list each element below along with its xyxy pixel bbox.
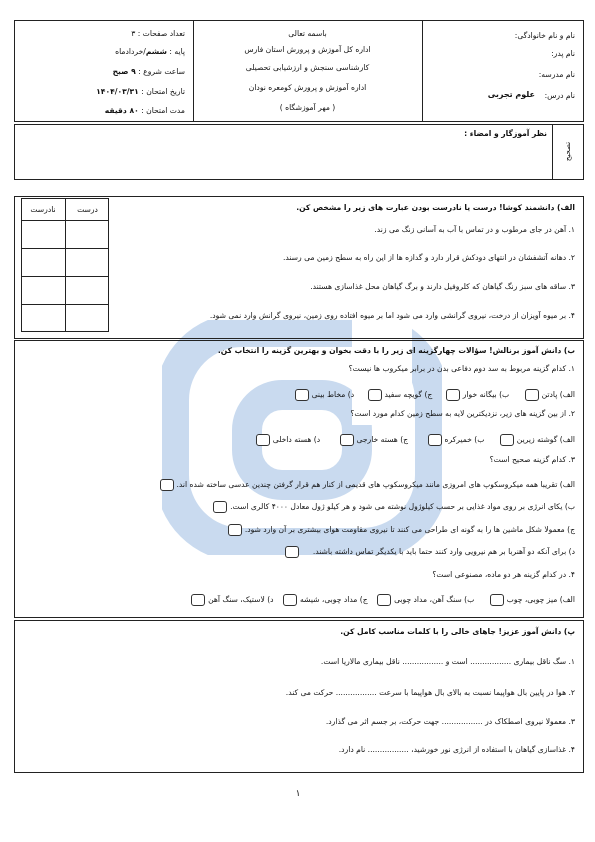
- fill-item-3: ۳. معمولا نیروی اصطکاک در ................. جهت حرکت، بر جسم اثر می گذارد.: [325, 717, 575, 726]
- tf-item-3: ۳. ساقه های سبز رنگ گیاهان که کلروفیل دارند و برگ گیاهان محل غذاسازی هستند.: [310, 282, 575, 291]
- exam-duration: [105, 107, 185, 115]
- duration-label: مدت امتحان :: [141, 106, 185, 115]
- mc-question-1: ۱. کدام گزینه مربوط به سد دوم دفاعی بدن در برابر میکروب ها نیست؟: [348, 364, 575, 373]
- mc-q1-option-a[interactable]: الف) پادتن: [522, 389, 575, 401]
- start-time: [113, 68, 185, 76]
- fill-item-2: ۲. هوا در پایین بال هواپیما نسبت به بالای بال هواپیما با سرعت ................. حرکت می کند.: [285, 688, 575, 697]
- mc-q2-option-d[interactable]: د) هسته داخلی: [253, 434, 320, 446]
- mc-q1-options: [284, 389, 575, 401]
- exam-date-value: ۱۴۰۴/۰۳/۳۱: [96, 87, 139, 96]
- section-a-title: الف) دانشمند کوشا! درست یا نادرست بودن عبارت های زیر را مشخص کن.: [296, 203, 575, 212]
- mc-q4-option-a[interactable]: الف) میز چوبی، چوب: [487, 594, 575, 606]
- page-number: ۱: [295, 789, 301, 799]
- mc-question-2: ۲. از بین گزینه های زیر، نزدیکترین لایه به سطح زمین کدام مورد است؟: [350, 409, 575, 418]
- column-false: نادرست: [30, 205, 56, 214]
- school-name-label: نام مدرسه:: [538, 70, 575, 79]
- fill-item-1: ۱. سگ ناقل بیماری ................. است و ................. ناقل بیماری مالاریا است.: [320, 657, 575, 666]
- grade-value: ششم: [145, 47, 167, 56]
- exam-date: [96, 88, 185, 96]
- column-true: درست: [77, 205, 98, 214]
- start-time-label: ساعت شروع :: [138, 67, 185, 76]
- mc-q3-option-d[interactable]: د) برای آنکه دو آهنربا بر هم نیرویی وارد کنند حتما باید با یکدیگر تماس داشته باشند.: [282, 546, 575, 558]
- student-name-label: نام و نام خانوادگی:: [514, 31, 575, 40]
- mc-q2-option-a[interactable]: الف) گوشته زیرین: [497, 434, 575, 446]
- section-b-title: ب) دانش آموز برنالش! سؤالات چهارگزینه ای زیر را با دقت بخوان و بهترین گزینه را انتخاب کن.: [217, 346, 575, 355]
- mc-q2-options: [239, 434, 575, 446]
- mc-question-4: ۴. در کدام گزینه هر دو ماده، مصنوعی است؟: [432, 570, 575, 579]
- mc-q4-option-c[interactable]: ج) مداد چوبی، شیشه: [280, 594, 368, 606]
- subject-label: نام درس:: [544, 91, 575, 100]
- grade-label: پایه :: [169, 47, 185, 56]
- tf-item-1: ۱. آهن در جای مرطوب و در تماس با آب به آسانی زنگ می زند.: [374, 225, 575, 234]
- duration-value: ۸۰ دقیقه: [104, 106, 139, 115]
- mc-q3-option-c[interactable]: ج) معمولا شکل ماشین ها را به گونه ای طراحی می کنند تا نیروی مقاومت هوای بیشتری بر آن وارد شود.: [225, 524, 575, 536]
- exam-date-label: تاریخ امتحان :: [141, 87, 185, 96]
- teacher-comment-label: نظر آموزگار و امضاء :: [464, 129, 547, 138]
- pages-label: تعداد صفحات :: [137, 29, 185, 38]
- tf-item-4: ۴. بر میوه آویزان از درخت، نیروی گرانشی وارد می شود اما بر میوه افتاده روی زمین، نیروی گرانش وارد نمی شود.: [209, 311, 575, 320]
- mc-q1-option-d[interactable]: د) مخاط بینی: [292, 389, 355, 401]
- assessment-office: کارشناسی سنجش و ارزشیابی تحصیلی: [245, 63, 370, 72]
- mc-q4-option-b[interactable]: ب) سنگ آهن، مداد چوبی: [374, 594, 474, 606]
- section-c-title: پ) دانش آموز عزیز! جاهای خالی را با کلمات مناسب کامل کن.: [340, 627, 575, 636]
- mc-q2-option-b[interactable]: ب) خمیرکره: [425, 434, 485, 446]
- pages-count: [131, 30, 185, 38]
- mc-question-3: ۳. کدام گزینه صحیح است؟: [489, 455, 575, 464]
- mc-q3-option-a[interactable]: الف) تقریبا همه میکروسکوپ های امروزی مانند میکروسکوپ های قدیمی از کنار هم قرار گرفتن چندین عدسی ساخته شده اند.: [157, 479, 576, 491]
- mc-q1-option-c[interactable]: ج) گویچه سفید: [365, 389, 433, 401]
- father-name-label: نام پدر:: [551, 49, 575, 58]
- pages-value: ۳: [131, 29, 136, 38]
- mc-q2-option-c[interactable]: ج) هسته خارجی: [337, 434, 409, 446]
- tf-item-2: ۲. دهانه آتشفشان در انتهای دودکش قرار دارد و گدازه ها از این راه به سطح زمین می رسند.: [282, 253, 575, 262]
- province-office: اداره کل آموزش و پرورش استان فارس: [244, 45, 371, 54]
- city-office: اداره آموزش و پرورش کومعره نودان: [248, 83, 367, 92]
- mc-q4-options: [184, 594, 575, 606]
- mc-q1-option-b[interactable]: ب) بیگانه خوار: [443, 389, 509, 401]
- start-time-value: ۹ صبح: [112, 67, 136, 76]
- month-value: /خردادماه: [115, 47, 146, 56]
- grade-info: [115, 48, 185, 56]
- mc-q3-option-b[interactable]: ب) یکای انرژی بر روی مواد غذایی بر حسب کیلوژول نوشته می شود و هر کیلو ژول معادل ۴۰۰۰ کالری است.: [210, 501, 575, 513]
- school-seal: ( مهر آموزشگاه ): [279, 103, 336, 112]
- fill-item-4: ۴. غذاسازی گیاهان با استفاده از انرژی نور خورشید، ................. نام دارد.: [338, 745, 575, 754]
- subject-value: علوم تجربی: [487, 90, 535, 99]
- basmeh-title: باسمه تعالی: [288, 29, 327, 38]
- correction-label: تصحیح: [564, 141, 572, 162]
- mc-q4-option-d[interactable]: د) لاستیک، سنگ آهن: [188, 594, 273, 606]
